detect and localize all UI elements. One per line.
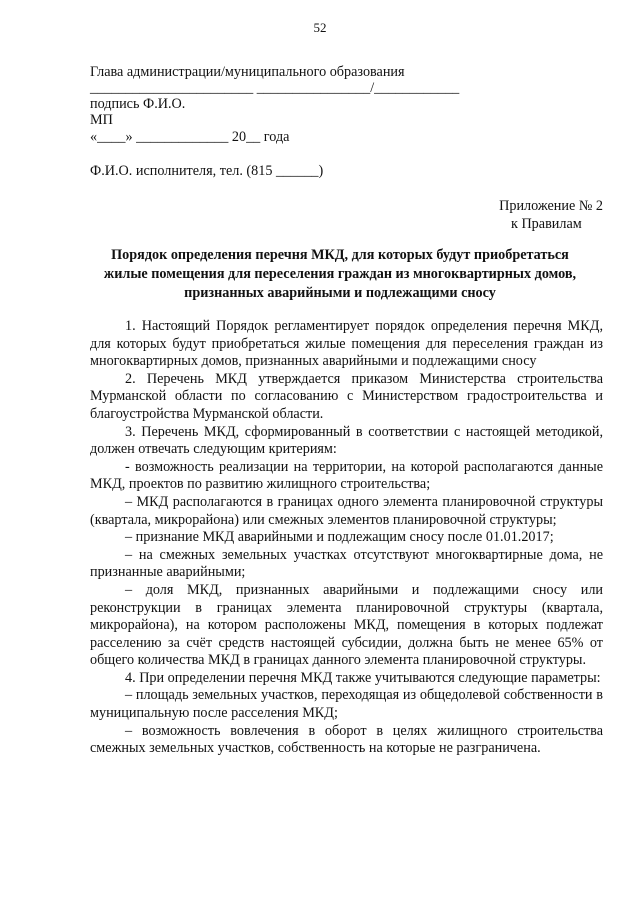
stamp-label: МП — [90, 112, 113, 128]
document-body — [90, 318, 603, 758]
appendix-number: Приложение № 2 — [499, 198, 603, 214]
parameter-item: – возможность вовлечения в оборот в целях жилищного строительства смежных земельных участков, собственность на которые не разграничена. — [90, 722, 603, 757]
title-line: жилые помещения для переселения граждан из многоквартирных домов, — [103, 266, 577, 282]
parameter-item: – площадь земельных участков, переходящая из общедолевой собственности в муниципальную после расселения МКД; — [90, 687, 603, 722]
criterion-item: – на смежных земельных участках отсутствуют многоквартирные дома, не признанные аварийными; — [90, 546, 603, 581]
date-line: «____» _____________ 20__ года — [90, 129, 290, 145]
criterion-item: – признание МКД аварийными и подлежащим сносу после 01.01.2017; — [125, 529, 554, 546]
head-title: Глава администрации/муниципального образования — [90, 64, 405, 80]
paragraph-2: 2. Перечень МКД утверждается приказом Министерства строительства Мурманской области по согласованию с Министерством градостроительства и благоустройства Мурманской области. — [90, 370, 603, 422]
signature-caption: подпись Ф.И.О. — [90, 96, 186, 112]
paragraph-1: 1. Настоящий Порядок регламентирует порядок определения перечня МКД, для которых будут приобретаться жилые помещения для переселения граждан из многоквартирных домов, признанных аварийными и подлежащими сносу — [90, 318, 603, 370]
paragraph-4: 4. При определении перечня МКД также учитываются следующие параметры: — [125, 669, 601, 686]
page-number: 52 — [313, 20, 327, 35]
executor-line: Ф.И.О. исполнителя, тел. (815 ______) — [90, 163, 324, 179]
criterion-item: – доля МКД, признанных аварийными и подлежащими сносу или реконструкции в границах элемента планировочной структуры (квартала, микрорайона), на котором расположены МКД, помещения в которых подлежат расселению за счёт средств настоящей субсидии, должна быть не менее 65% от общего количества МКД в границах данного элемента планировочной структуры. — [90, 581, 603, 669]
title-line: признанных аварийными и подлежащими сносу — [184, 285, 496, 301]
paragraph-3: 3. Перечень МКД, сформированный в соответствии с настоящей методикой, должен отвечать следующим критериям: — [90, 423, 603, 458]
signature-line: _______________________ ________________/____________ — [90, 80, 460, 96]
title-line: Порядок определения перечня МКД, для которых будут приобретаться — [111, 247, 569, 263]
document-title — [60, 246, 620, 303]
criterion-item: – МКД располагаются в границах одного элемента планировочной структуры (квартала, микрорайона) или смежных элементов планировочной структуры; — [90, 493, 603, 528]
criterion-item: - возможность реализации на территории, на которой располагаются данные МКД, проектов по развитию жилищного строительства; — [90, 458, 603, 493]
appendix-ref: к Правилам — [511, 216, 582, 232]
